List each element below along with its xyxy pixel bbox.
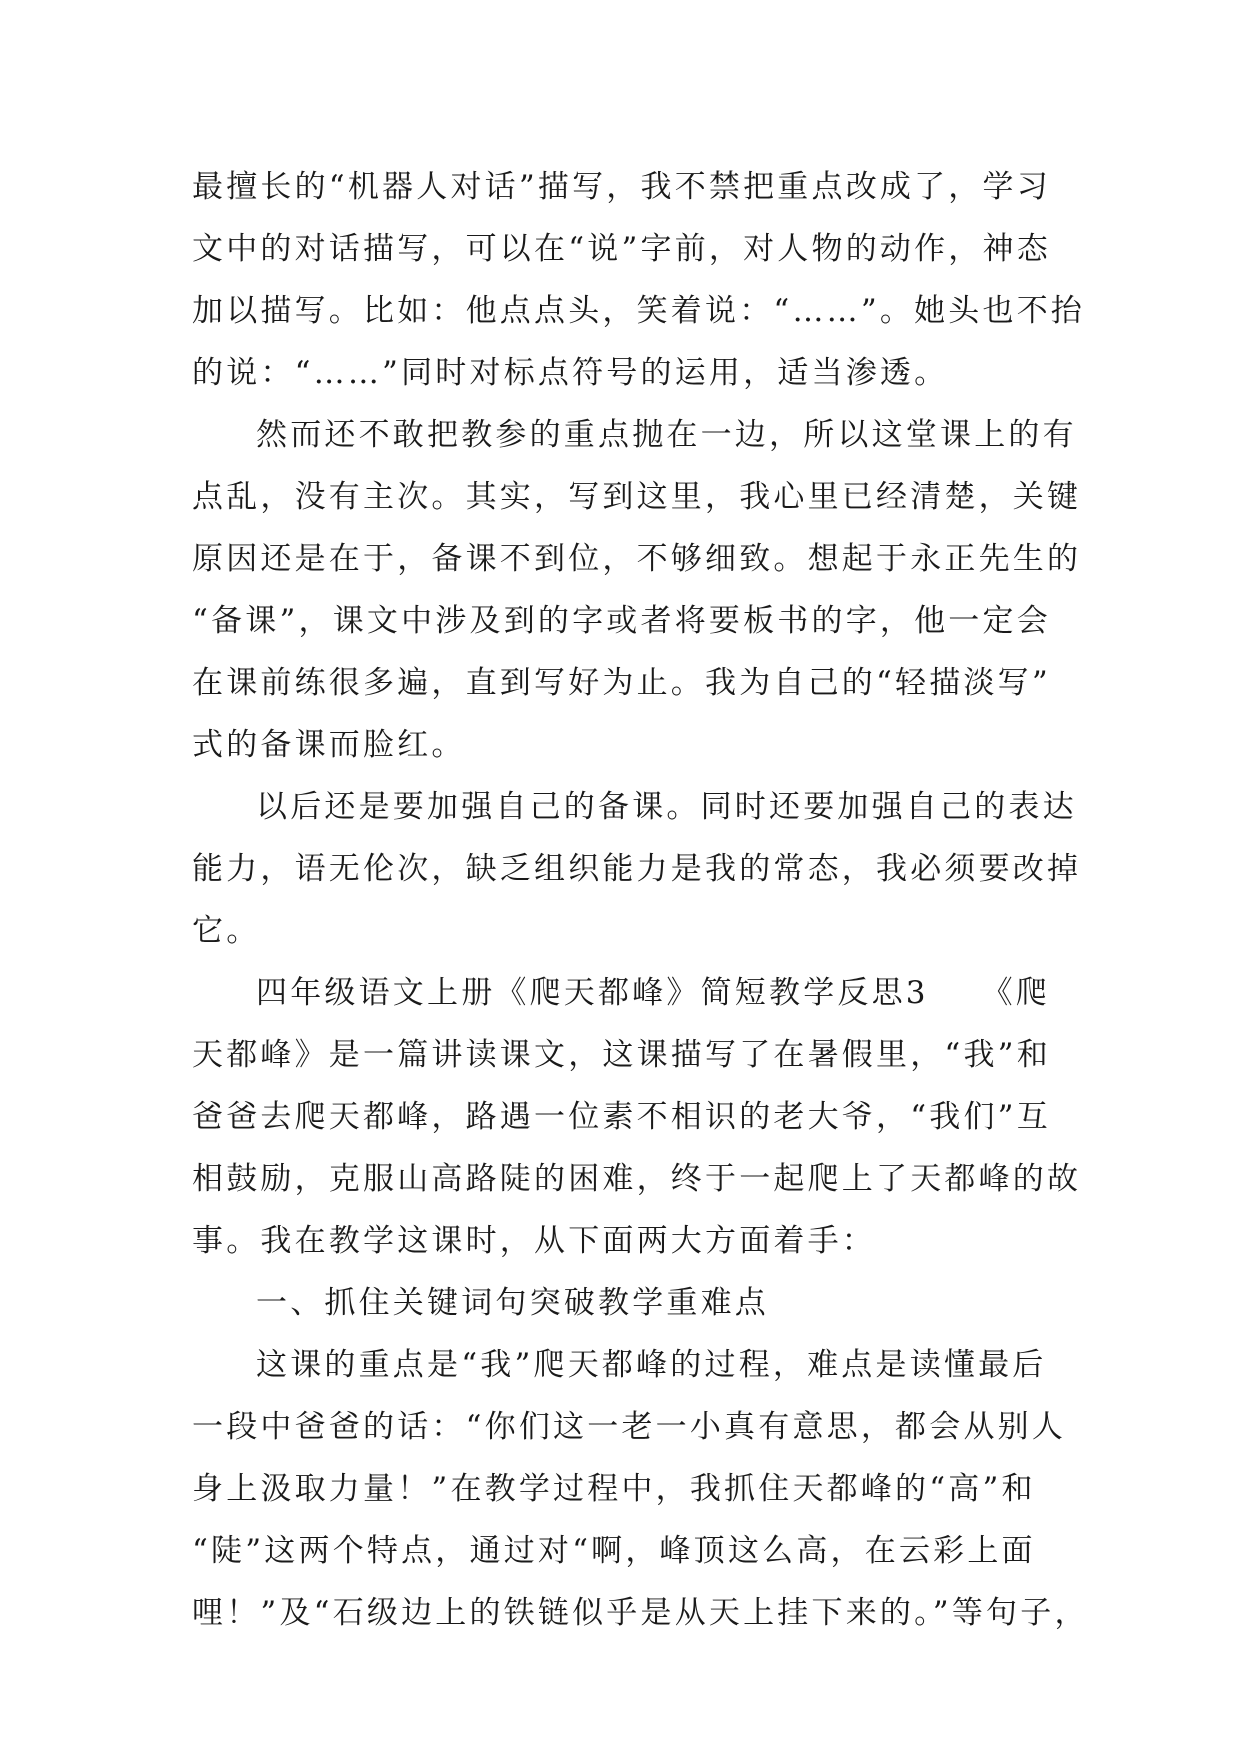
- text-line: 这课的重点是“我”爬天都峰的过程，难点是读懂最后: [256, 1347, 1047, 1383]
- text-line: 的说：“……”同时对标点符号的运用，适当渗透。: [192, 355, 949, 391]
- text-line: 哩！”及“石级边上的铁链似乎是从天上挂下来的。”等句子，: [192, 1595, 1089, 1631]
- text-line: 一段中爸爸的话：“你们这一老一小真有意思，都会从别人: [192, 1409, 1067, 1445]
- text-line: 式的备课而脸红。: [192, 727, 466, 763]
- text-line: 以后还是要加强自己的备课。同时还要加强自己的表达: [256, 789, 1077, 825]
- text-line: 一、抓住关键词句突破教学重难点: [256, 1285, 769, 1321]
- text-line: 然而还不敢把教参的重点抛在一边，所以这堂课上的有: [256, 417, 1077, 453]
- text-line: 它。: [192, 913, 261, 949]
- text-line: 加以描写。比如：他点点头，笑着说：“……”。她头也不抬: [192, 293, 1086, 329]
- text-line: “备课”，课文中涉及到的字或者将要板书的字，他一定会: [192, 603, 1051, 639]
- text-line: 天都峰》是一篇讲读课文，这课描写了在暑假里，“我”和: [192, 1037, 1051, 1073]
- text-line: 四年级语文上册《爬天都峰》简短教学反思3 《爬: [256, 975, 1051, 1011]
- text-line: 身上汲取力量！”在教学过程中，我抓住天都峰的“高”和: [192, 1471, 1036, 1507]
- body-text: [192, 156, 1089, 1644]
- text-line: 点乱，没有主次。其实，写到这里，我心里已经清楚，关键: [192, 479, 1082, 515]
- text-line: 原因还是在于，备课不到位，不够细致。想起于永正先生的: [192, 541, 1082, 577]
- text-line: 最擅长的“机器人对话”描写，我不禁把重点改成了，学习: [192, 169, 1051, 205]
- text-line: 文中的对话描写，可以在“说”字前，对人物的动作，神态: [192, 231, 1051, 267]
- text-line: 事。我在教学这课时，从下面两大方面着手：: [192, 1223, 876, 1259]
- text-line: 能力，语无伦次，缺乏组织能力是我的常态，我必须要改掉: [192, 851, 1082, 887]
- text-line: 爸爸去爬天都峰，路遇一位素不相识的老大爷，“我们”互: [192, 1099, 1051, 1135]
- text-line: “陡”这两个特点，通过对“啊，峰顶这么高，在云彩上面: [192, 1533, 1036, 1569]
- text-line: 相鼓励，克服山高路陡的困难，终于一起爬上了天都峰的故: [192, 1161, 1082, 1197]
- text-line: 在课前练很多遍，直到写好为止。我为自己的“轻描淡写”: [192, 665, 1051, 701]
